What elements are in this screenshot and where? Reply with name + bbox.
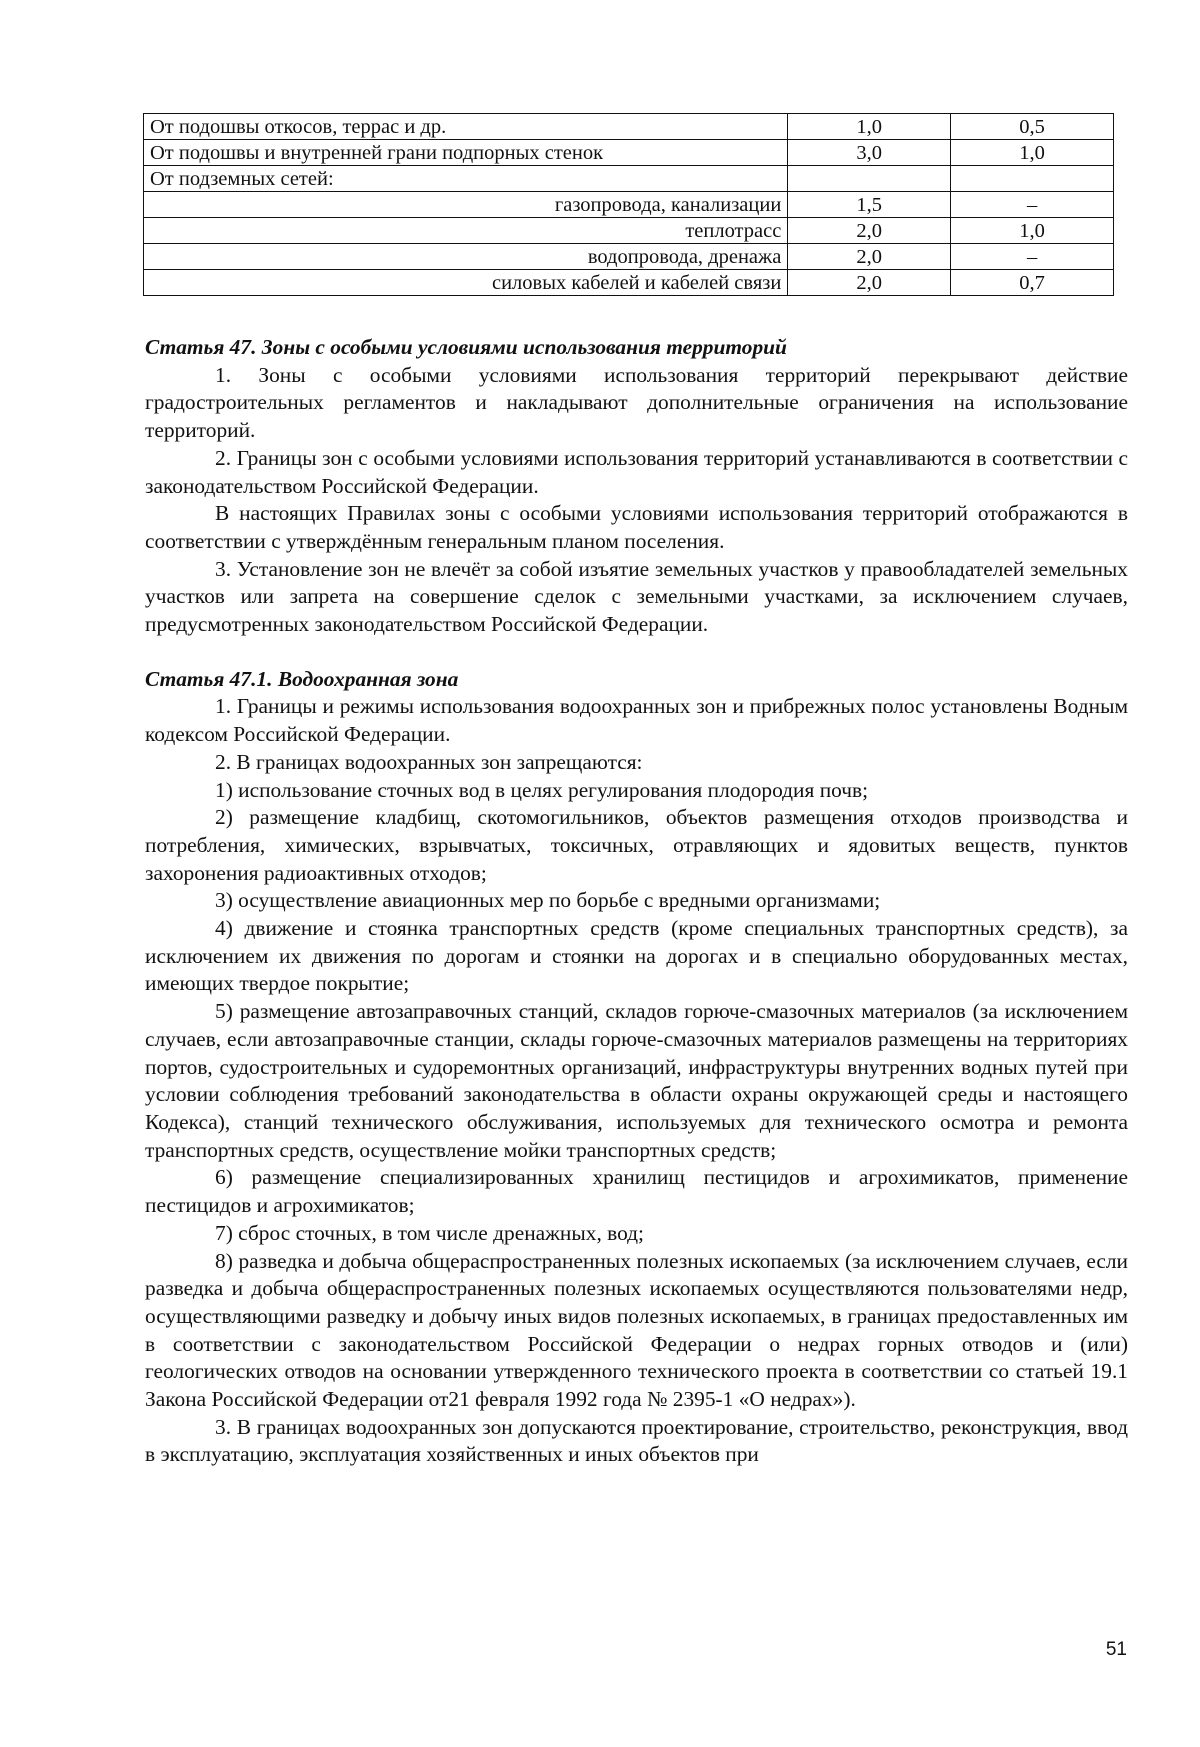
table-cell-value-2 xyxy=(951,166,1114,192)
table-cell-value-2: – xyxy=(951,244,1114,270)
table-cell-value-1: 2,0 xyxy=(788,244,951,270)
article-47-1-paragraph-2: 2. В границах водоохранных зон запрещаются: xyxy=(215,749,643,774)
table-cell-value-1: 3,0 xyxy=(788,140,951,166)
table-cell-value-1: 2,0 xyxy=(788,218,951,244)
prohibition-item-4: 4) движение и стоянка транспортных средств (кроме специальных транспортных средств), за исключением их движения по дорогам и стоянки на дорогах и в специально оборудованных местах, имеющих твердое покрытие; xyxy=(145,916,1128,996)
table-cell-name: силовых кабелей и кабелей связи xyxy=(144,270,788,296)
table-cell-value-1 xyxy=(788,166,951,192)
table-row xyxy=(144,270,1114,296)
page-number: 51 xyxy=(1105,1639,1127,1660)
table-cell-value-1: 2,0 xyxy=(788,270,951,296)
table-cell-value-2: 0,5 xyxy=(951,114,1114,140)
prohibition-item-5: 5) размещение автозаправочных станций, складов горюче-смазочных материалов (за исключением случаев, если автозаправочные станции, склады горюче-смазочных материалов размещены на территориях портов, судостроительных и судоремонтных организаций, инфраструктуры внутренних водных путей при условии соблюдения требований законодательства в области охраны окружающей среды и настоящего Кодекса), станций технического обслуживания, используемых для технического осмотра и ремонта транспортных средств, осуществление мойки транспортных средств; xyxy=(145,999,1128,1162)
prohibition-item-1: 1) использование сточных вод в целях регулирования плодородия почв; xyxy=(215,777,869,802)
table-cell-name: теплотрасс xyxy=(144,218,788,244)
prohibition-item-2: 2) размещение кладбищ, скотомогильников, объектов размещения отходов производства и потребления, химических, взрывчатых, токсичных, отравляющих и ядовитых веществ, пунктов захоронения радиоактивных отходов; xyxy=(145,805,1128,885)
prohibition-item-8: 8) разведка и добыча общераспространенных полезных ископаемых (за исключением случаев, если разведка и добыча общераспространенных полезных ископаемых осуществляются пользователями недр, осуществляющими разведку и добычу иных видов полезных ископаемых, в границах предоставленных им в соответствии с законодательством Российской Федерации о недрах горных отводов и (или) геологических отводов на основании утвержденного технического проекта в соответствии со статьей 19.1 Закона Российской Федерации от21 февраля 1992 года № 2395-1 «О недрах»). xyxy=(145,1248,1128,1412)
table-cell-name: водопровода, дренажа xyxy=(144,244,788,270)
table-row xyxy=(144,166,1114,192)
table-cell-value-2: 0,7 xyxy=(951,270,1114,296)
distance-table xyxy=(143,113,1114,296)
prohibition-item-7: 7) сброс сточных, в том числе дренажных, вод; xyxy=(215,1220,645,1245)
article-47-paragraph-2: 2. Границы зон с особыми условиями использования территорий устанавливаются в соответствии с законодательством Российской Федерации. xyxy=(145,445,1128,498)
table-cell-name: От подземных сетей: xyxy=(144,166,788,192)
table-cell-name: От подошвы и внутренней грани подпорных стенок xyxy=(144,140,788,166)
article-47-paragraph-1: 1. Зоны с особыми условиями использования территорий перекрывают действие градостроительных регламентов и накладывают дополнительные ограничения на использование территорий. xyxy=(145,362,1128,443)
prohibition-item-6: 6) размещение специализированных хранилищ пестицидов и агрохимикатов, применение пестицидов и агрохимикатов; xyxy=(145,1165,1128,1218)
article-47-paragraph-3: В настоящих Правилах зоны с особыми условиями использования территорий отображаются в соответствии с утверждённым генеральным планом поселения. xyxy=(145,501,1128,553)
table-cell-name: От подошвы откосов, террас и др. xyxy=(144,114,788,140)
article-47-title: Статья 47. Зоны с особыми условиями использования территорий xyxy=(145,335,787,359)
table-cell-name: газопровода, канализации xyxy=(144,192,788,218)
article-47-paragraph-4: 3. Установление зон не влечёт за собой изъятие земельных участков у правообладателей земельных участков или запрета на совершение сделок с земельными участками, за исключением случаев, предусмотренных законодательством Российской Федерации. xyxy=(145,556,1128,637)
table-cell-value-1: 1,0 xyxy=(788,114,951,140)
document-body xyxy=(145,334,1128,1469)
prohibition-item-3: 3) осуществление авиационных мер по борьбе с вредными организмами; xyxy=(215,888,881,913)
table-row xyxy=(144,140,1114,166)
table-cell-value-2: 1,0 xyxy=(951,218,1114,244)
table-cell-value-2: 1,0 xyxy=(951,140,1114,166)
table-row xyxy=(144,114,1114,140)
article-47-1-paragraph-1: 1. Границы и режимы использования водоохранных зон и прибрежных полос установлены Водным кодексом Российской Федерации. xyxy=(145,694,1128,747)
article-47-1-title: Статья 47.1. Водоохранная зона xyxy=(145,666,459,691)
table-row xyxy=(144,218,1114,244)
section-gap xyxy=(145,639,1128,666)
distance-table-body xyxy=(144,114,1114,296)
table-cell-value-2: – xyxy=(951,192,1114,218)
article-47-1-paragraph-3: 3. В границах водоохранных зон допускаются проектирование, строительство, реконструкция, ввод в эксплуатацию, эксплуатация хозяйственных и иных объектов при xyxy=(145,1414,1128,1467)
table-row xyxy=(144,192,1114,218)
table-cell-value-1: 1,5 xyxy=(788,192,951,218)
table-row xyxy=(144,244,1114,270)
